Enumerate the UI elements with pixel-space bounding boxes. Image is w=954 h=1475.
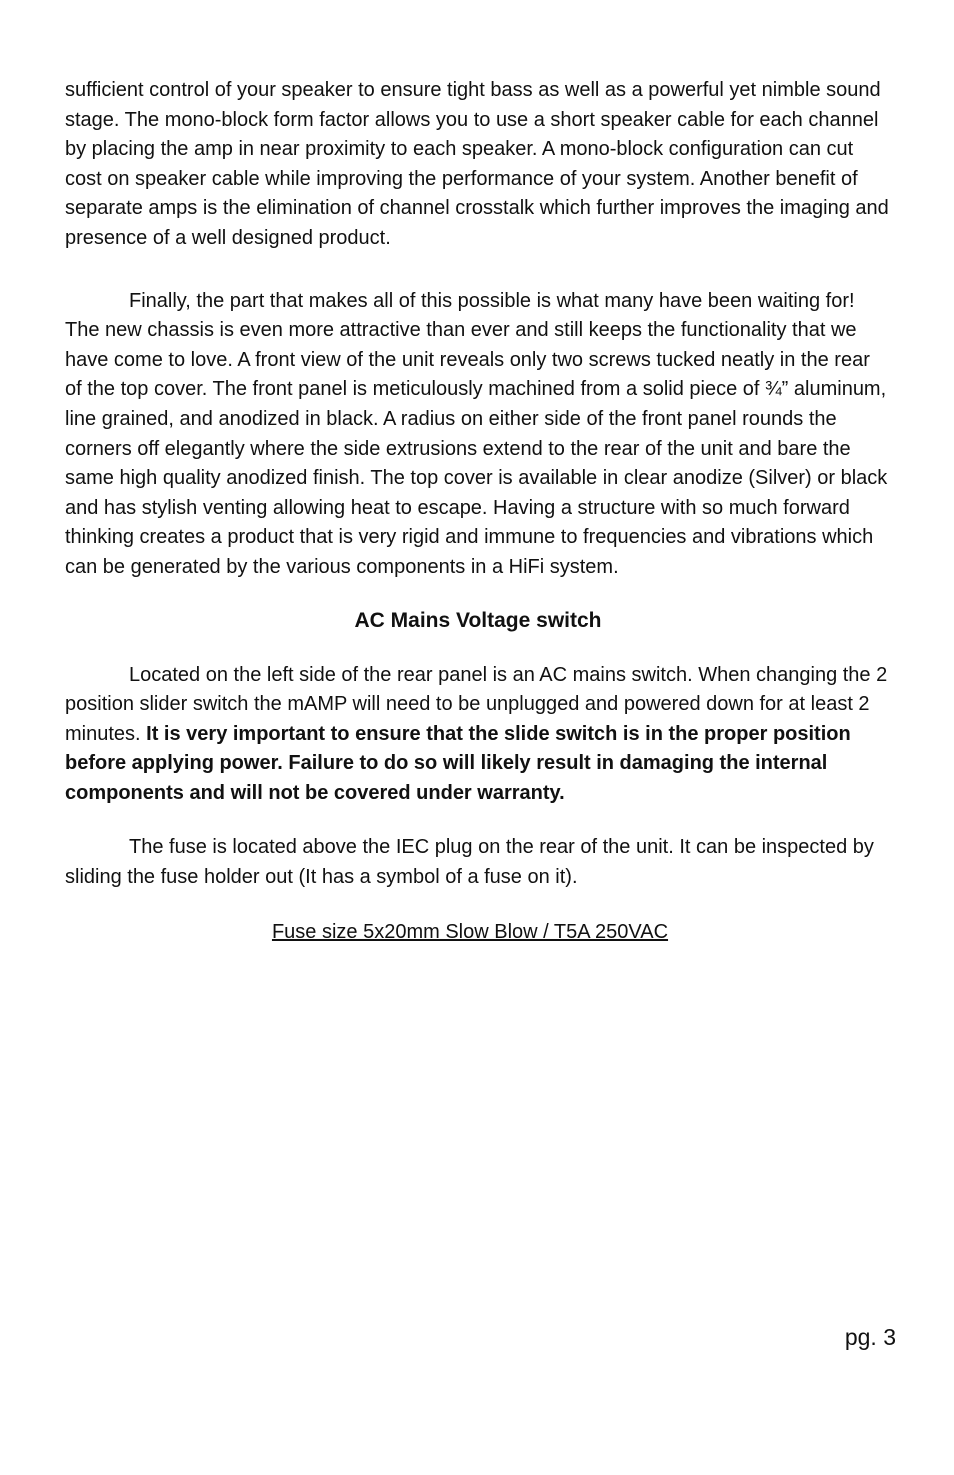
ac-switch-instructions: Located on the left side of the rear panel is an AC mains switch. When changing the 2 position slider switch the mAMP will need to be unplugged and powered down for at least 2 minutes. — [65, 663, 888, 745]
page-number: pg. 3 — [844, 1324, 896, 1350]
document-body — [65, 76, 891, 947]
paragraph-spacer — [65, 808, 891, 833]
section-heading: AC Mains Voltage switch — [354, 608, 602, 632]
ac-switch-warning: It is very important to ensure that the slide switch is in the proper position before applying power. Failure to do so will likely result in damaging the internal components and will not be covered under warranty. — [65, 722, 851, 804]
paragraph-spacer — [65, 636, 891, 661]
paragraph-fuse-location: The fuse is located above the IEC plug on the rear of the unit. It can be inspected by sliding the fuse holder out (It has a symbol of a fuse on it). — [65, 836, 874, 889]
paragraph-spacer — [65, 893, 891, 918]
paragraph-spacer — [65, 583, 891, 606]
fuse-specification: Fuse size 5x20mm Slow Blow / T5A 250VAC — [271, 920, 669, 943]
paragraph-ac-mains-switch — [65, 661, 891, 809]
paragraph-chassis-description: Finally, the part that makes all of this possible is what many have been waiting for! The new chassis is even more attractive than ever and still keeps the functionality that we have come to love. A front view of the unit reveals only two screws tucked neatly in the rear of the top cover. The front panel is meticulously machined from a solid piece of ¾” aluminum, line grained, and anodized in black. A radius on either side of the front panel rounds the corners off elegantly where the side extrusions extend to the rear of the unit and bare the same high quality anodized finish. The top cover is available in clear anodize (Silver) or black and has stylish venting allowing heat to escape. Having a structure with so much forward thinking creates a product that is very rigid and immune to frequencies and vibrations which can be generated by the various components in a HiFi system. — [65, 289, 888, 578]
paragraph-amplifier-benefits: sufficient control of your speaker to ensure tight bass as well as a powerful yet nimble sound stage. The mono-block form factor allows you to use a short speaker cable for each channel by placing the amp in near proximity to each speaker. A mono-block configuration can cut cost on speaker cable while improving the performance of your system. Another benefit of separate amps is the elimination of channel crosstalk which further improves the imaging and presence of a well designed product. — [65, 79, 889, 249]
paragraph-spacer — [65, 254, 891, 287]
